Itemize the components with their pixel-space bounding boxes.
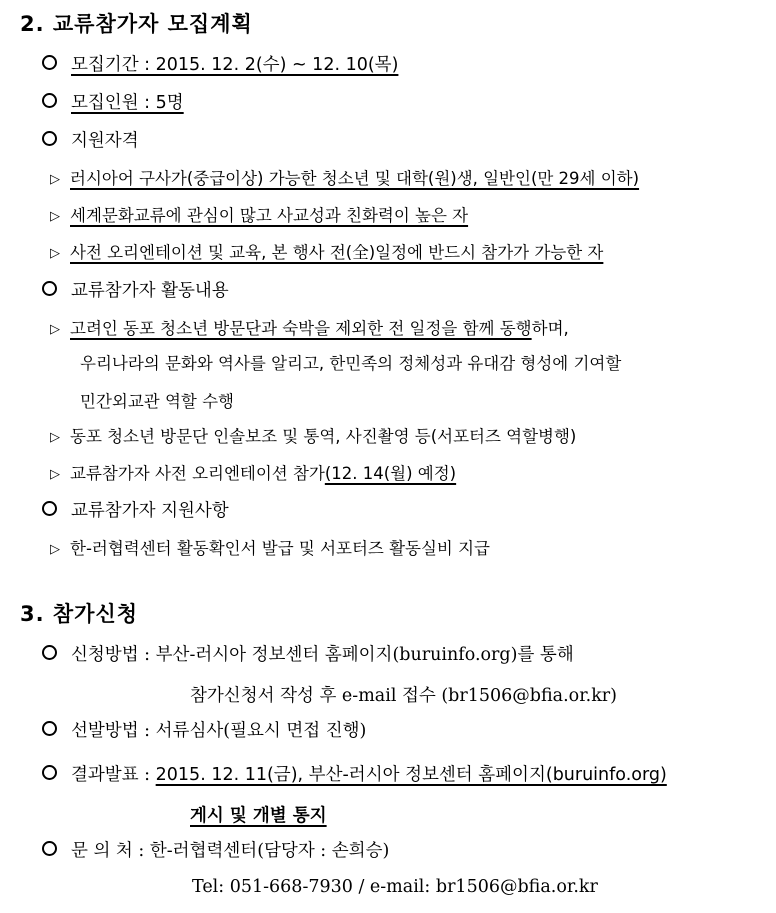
hollow-circle-icon [42,55,57,70]
apply-method-line-2: 참가신청서 작성 후 e-mail 접수 (br1506@bfia.or.kr) [190,686,617,706]
support-item: ▷ 한-러협력센터 활동확인서 발급 및 서포터즈 활동실비 지급 [50,538,490,561]
triangle-right-icon: ▷ [50,430,60,445]
support-heading: 교류참가자 지원사항 [42,500,229,522]
activity-item-1-line-3: 민간외교관 역할 수행 [80,392,234,411]
recruit-period: 모집기간 : 2015. 12. 2(수) ~ 12. 10(목) [42,54,398,76]
hollow-circle-icon [42,93,57,108]
qualification-item-1: ▷ 러시아어 구사가(중급이상) 가능한 청소년 및 대학(원)생, 일반인(만 29세 이하) [50,168,639,191]
contact-line-2: Tel: 051-668-7930 / e-mail: br1506@bfia.or.kr [192,877,598,897]
section-3-title: 3. 참가신청 [20,602,139,626]
triangle-right-icon: ▷ [50,467,60,482]
result-announcement-line-2: 게시 및 개별 통지 [190,806,327,826]
activity-item-2: ▷ 동포 청소년 방문단 인솔보조 및 통역, 사진촬영 등(서포터즈 역할병행) [50,426,576,449]
activity-item-1: ▷ 고려인 동포 청소년 방문단과 숙박을 제외한 전 일정을 함께 동행하며, [50,318,569,341]
apply-method: 신청방법 : 부산-러시아 정보센터 홈페이지(buruinfo.org)를 통해 [42,644,574,666]
hollow-circle-icon [42,501,57,516]
activity-item-1-line-2: 우리나라의 문화와 역사를 알리고, 한민족의 정체성과 유대감 형성에 기여할 [80,354,622,373]
recruit-count: 모집인원 : 5명 [42,92,184,114]
section-2-title: 2. 교류참가자 모집계획 [20,12,253,36]
hollow-circle-icon [42,131,57,146]
triangle-right-icon: ▷ [50,209,60,224]
triangle-right-icon: ▷ [50,172,60,187]
qualification-item-2: ▷ 세계문화교류에 관심이 많고 사교성과 친화력이 높은 자 [50,205,468,228]
hollow-circle-icon [42,645,57,660]
hollow-circle-icon [42,841,57,856]
triangle-right-icon: ▷ [50,246,60,261]
qualification-heading: 지원자격 [42,130,139,152]
hollow-circle-icon [42,765,57,780]
triangle-right-icon: ▷ [50,322,60,337]
qualification-item-3: ▷ 사전 오리엔테이션 및 교육, 본 행사 전(全)일정에 반드시 참가가 가능한 자 [50,242,603,265]
result-announcement: 결과발표 : 2015. 12. 11(금), 부산-러시아 정보센터 홈페이지(buruinfo.org) [42,764,667,786]
hollow-circle-icon [42,721,57,736]
hollow-circle-icon [42,281,57,296]
selection-method: 선발방법 : 서류심사(필요시 면접 진행) [42,720,366,742]
contact: 문 의 처 : 한-러협력센터(담당자 : 손희승) [42,840,389,862]
triangle-right-icon: ▷ [50,542,60,557]
activity-item-3: ▷ 교류참가자 사전 오리엔테이션 참가(12. 14(월) 예정) [50,463,456,486]
activities-heading: 교류참가자 활동내용 [42,280,229,302]
